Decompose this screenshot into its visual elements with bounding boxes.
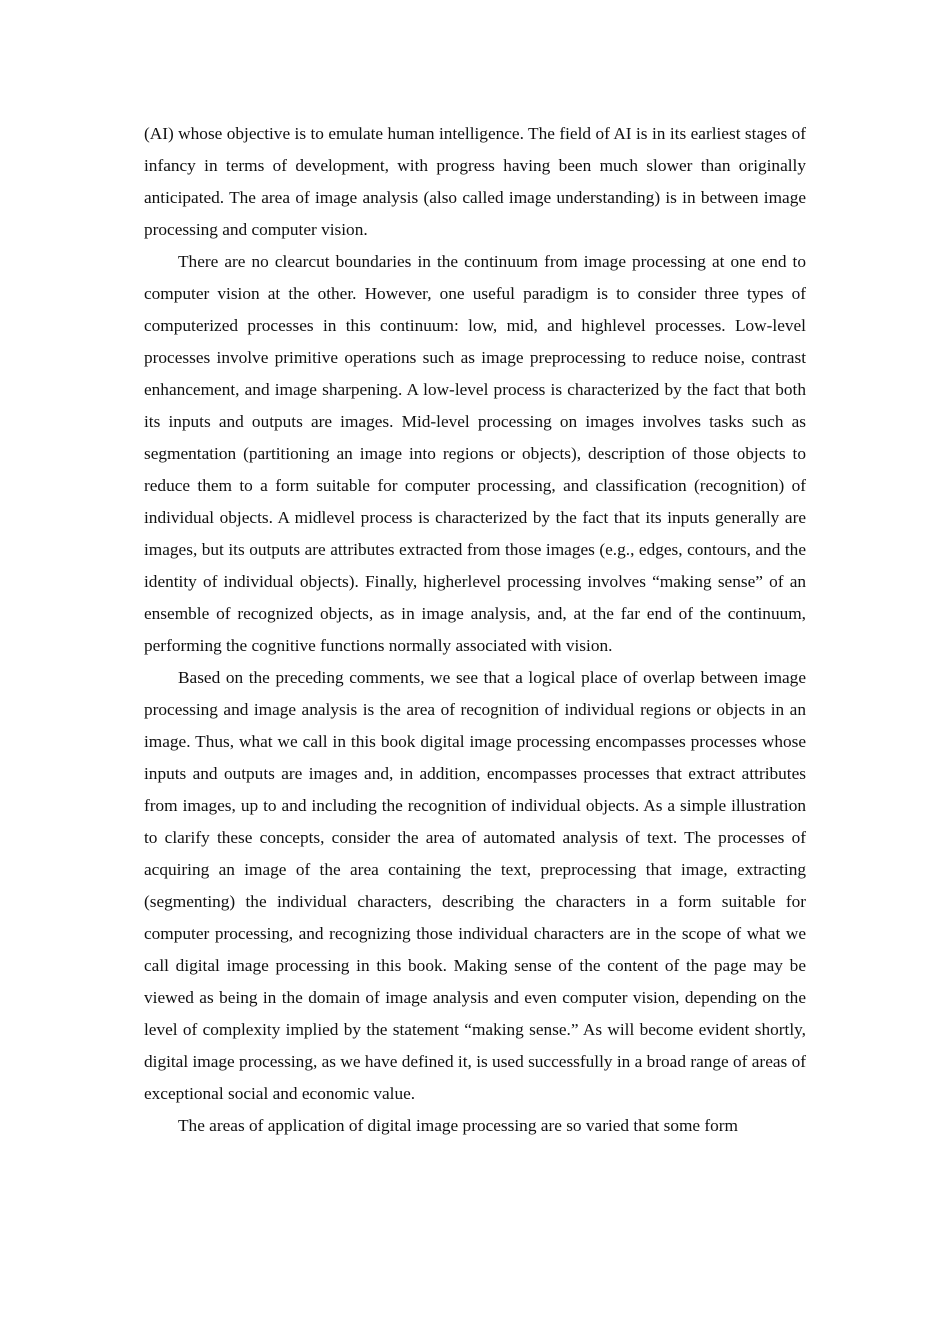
paragraph-overlap-definition: Based on the preceding comments, we see that a logical place of overlap between image processing and image analysis is the area of recognition of individual regions or objects in an image. Thus, what we call in this book digital image processing encompasses processes whose inputs and outputs are images and, in addition, encompasses processes that extract attributes from images, up to and including the recognition of individual objects. As a simple illustration to clarify these concepts, consider the area of automated analysis of text. The processes of acquiring an image of the area containing the text, preprocessing that image, extracting (segmenting) the individual characters, describing the characters in a form suitable for computer processing, and recognizing those individual characters are in the scope of what we call digital image processing in this book. Making sense of the content of the page may be viewed as being in the domain of image analysis and even computer vision, depending on the level of complexity implied by the statement “making sense.” As will become evident shortly, digital image processing, as we have defined it, is used successfully in a broad range of areas of exceptional social and economic value.	[144, 668, 806, 1103]
body-text	[144, 118, 806, 1142]
paragraph-ai-continuation: (AI) whose objective is to emulate human intelligence. The field of AI is in its earliest stages of infancy in terms of development, with progress having been much slower than originally anticipated. The area of image analysis (also called image understanding) is in between image processing and computer vision.	[144, 124, 806, 239]
paragraph-processing-levels: There are no clearcut boundaries in the continuum from image processing at one end to computer vision at the other. However, one useful paradigm is to consider three types of computerized processes in this continuum: low, mid, and highlevel processes. Low-level processes involve primitive operations such as image preprocessing to reduce noise, contrast enhancement, and image sharpening. A low-level process is characterized by the fact that both its inputs and outputs are images. Mid-level processing on images involves tasks such as segmentation (partitioning an image into regions or objects), description of those objects to reduce them to a form suitable for computer processing, and classification (recognition) of individual objects. A midlevel process is characterized by the fact that its inputs generally are images, but its outputs are attributes extracted from those images (e.g., edges, contours, and the identity of individual objects). Finally, higherlevel processing involves “making sense” of an ensemble of recognized objects, as in image analysis, and, at the far end of the continuum, performing the cognitive functions normally associated with vision.	[144, 252, 806, 655]
paragraph-application-areas: The areas of application of digital image processing are so varied that some form	[178, 1116, 739, 1135]
